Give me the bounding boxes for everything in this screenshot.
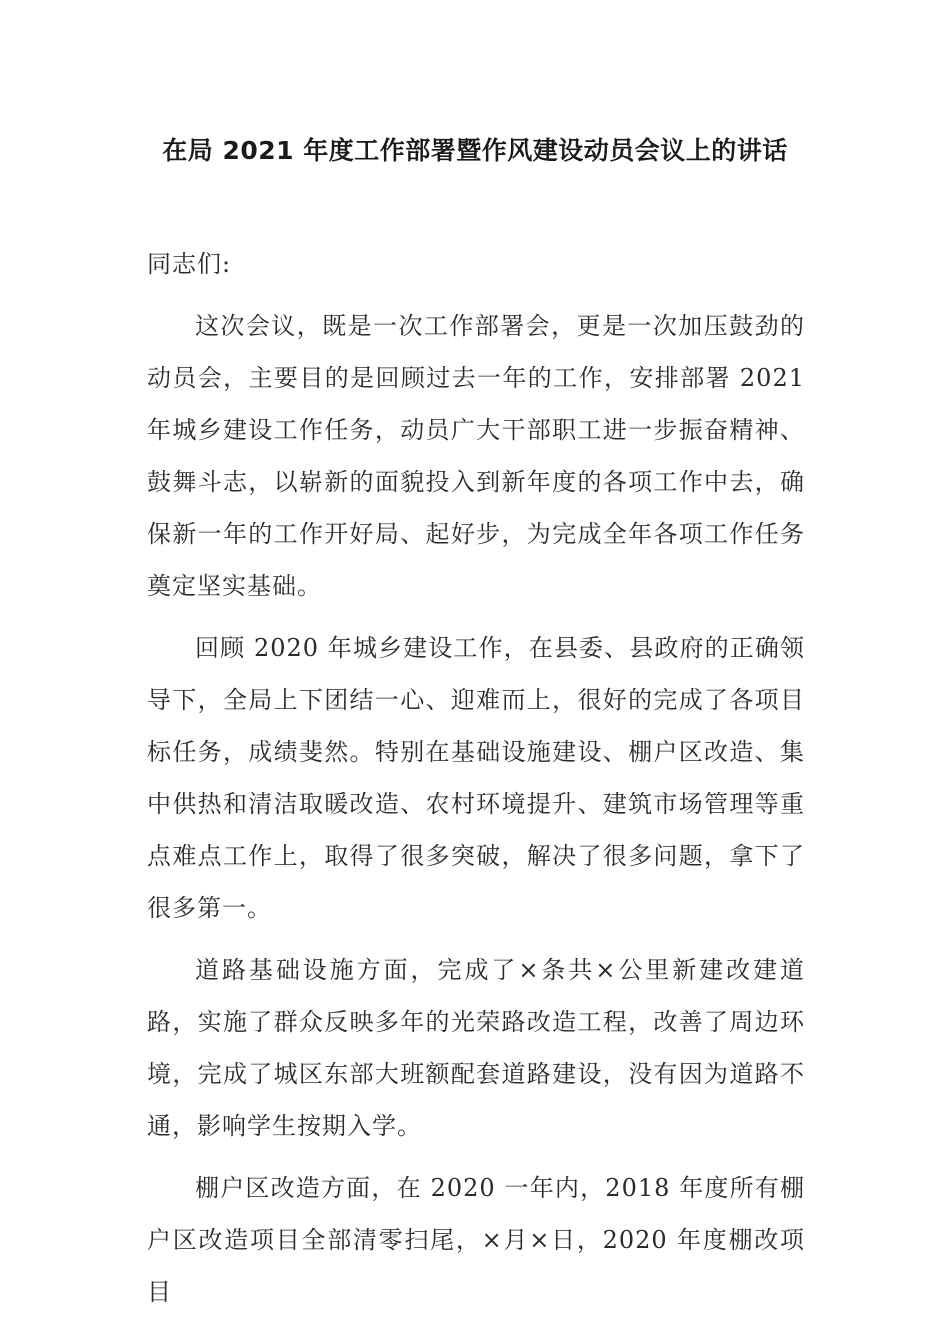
- document-title: 在局 2021 年度工作部署暨作风建设动员会议上的讲话: [162, 136, 788, 165]
- paragraph-roads: 道路基础设施方面，完成了×条共×公里新建改建道路，实施了群众反映多年的光荣路改造工程，改善了周边环境，完成了城区东部大班额配套道路建设，没有因为道路不通，影响学生按期入学。: [147, 956, 805, 1140]
- document-body: [147, 238, 805, 1328]
- paragraph-intro: 这次会议，既是一次工作部署会，更是一次加压鼓劲的动员会，主要目的是回顾过去一年的工作，安排部署 2021 年城乡建设工作任务，动员广大干部职工进一步振奋精神、鼓舞斗志，以崭新的面貌投入到新年度的各项工作中去，确保新一年的工作开好局、起好步，为完成全年各项工作任务奠定坚实基础。: [147, 312, 805, 600]
- salutation: 同志们:: [147, 250, 232, 278]
- paragraph-shantytown: 棚户区改造方面，在 2020 一年内，2018 年度所有棚户区改造项目全部清零扫尾，×月×日，2020 年度棚改项目: [147, 1174, 805, 1306]
- paragraph-review: 回顾 2020 年城乡建设工作，在县委、县政府的正确领导下，全局上下团结一心、迎难而上，很好的完成了各项目标任务，成绩斐然。特别在基础设施建设、棚户区改造、集中供热和清洁取暖改造、农村环境提升、建筑市场管理等重点难点工作上，取得了很多突破，解决了很多问题，拿下了很多第一。: [147, 634, 805, 922]
